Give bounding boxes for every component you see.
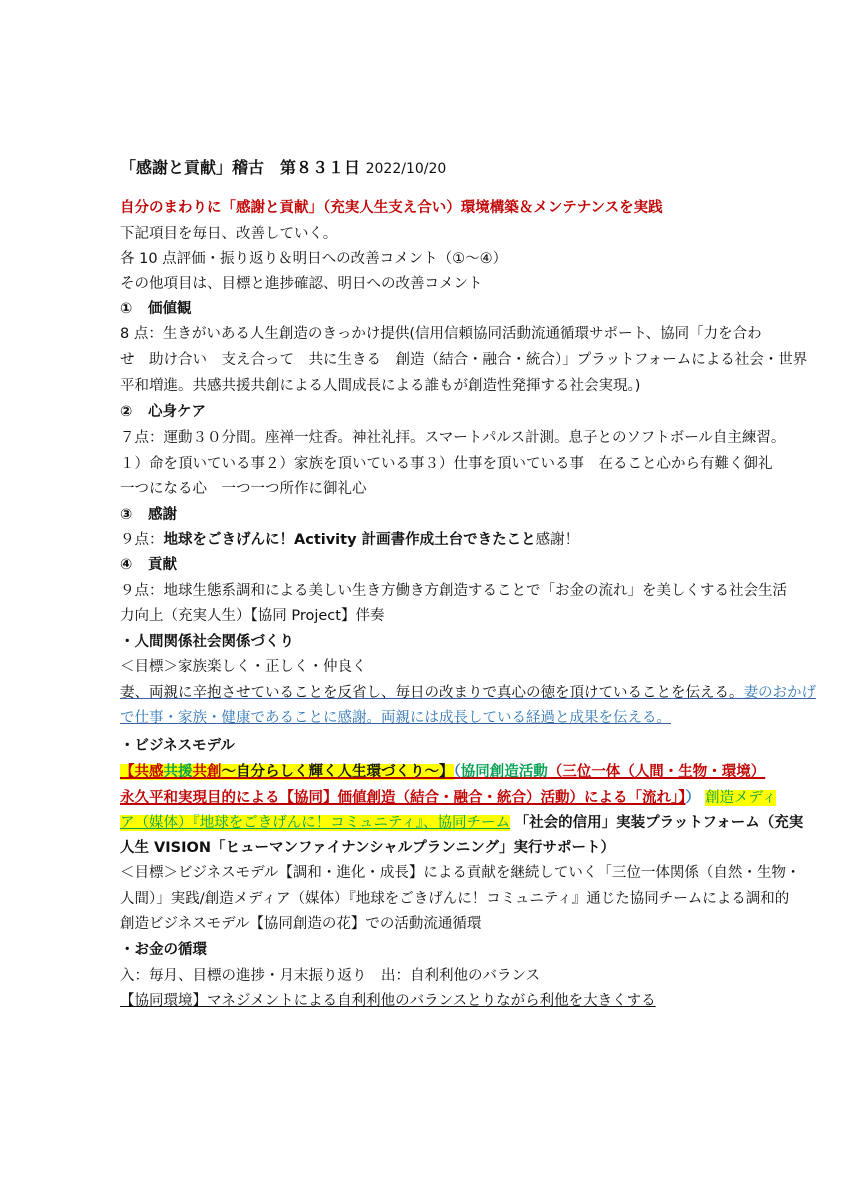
values-line: せ 助け合い 支え合って 共に生きる 創造（結合・融合・統合）」プラットフォームによる社会・世界 [120, 352, 808, 368]
relations-line [120, 683, 816, 703]
relations-heading: ・人間関係社会関係づくり [120, 634, 294, 650]
intro-line: 各 10 点評価・振り返り＆明日への改善コメント（①～④） [120, 251, 508, 267]
headline: 自分のまわりに「感謝と貢献」（充実人生支え合い）環境構築＆メンテナンスを実践 [120, 200, 663, 216]
title-main: 「感謝と貢献」稽古 第８３１日 [120, 158, 361, 177]
business-line: 創造ビジネスモデル【協同創造の花】での活動流通循環 [120, 916, 482, 932]
section-number: ④ [120, 557, 133, 573]
gratitude-bold: 地球をごきげんに！Activity 計画書作成土台できたこと [163, 532, 536, 548]
biz-text: ～自分らしく輝く人生環づくり～】 [221, 764, 454, 780]
contribution-line: ９点：地球生態系調和による美しい生き方働き方創造することで「お金の流れ」を美しくする社会生活 [120, 583, 787, 599]
gratitude-suffix: 感謝！ [535, 532, 580, 548]
mindbody-line: ７点：運動３０分間。座禅一炷香。神社礼拝。スマートパルス計測。息子とのソフトボール自主練習。 [120, 430, 786, 446]
section-heading-gratitude [120, 505, 177, 525]
business-line [120, 762, 765, 782]
mindbody-line: １）命を頂いている事２）家族を頂いている事３）仕事を頂いている事 在ること心から有難く御礼 [120, 456, 773, 472]
biz-text: （ [453, 764, 461, 780]
mindbody-line: 一つになる心 一つ一つ所作に御礼心 [120, 481, 367, 497]
section-title: 感謝 [148, 507, 177, 523]
biz-text: 永久平和実現目的による【協同】価値創造（結合・融合・統合）活動）による「流れ」】 [120, 790, 686, 806]
gratitude-score: ９点： [120, 532, 164, 548]
section-heading-values [120, 299, 192, 319]
business-line: 人生 VISION「ヒューマンファイナンシャルプランニング」実行サポート） [120, 840, 616, 856]
biz-text: ） [685, 790, 700, 806]
business-heading: ・ビジネスモデル [120, 738, 235, 754]
relations-text-blue: 妻のおかげ [743, 685, 816, 701]
relations-line: で仕事・家族・健康であることに感謝。両親には成長している経過と成果を伝える。 [120, 710, 671, 726]
section-number: ① [120, 301, 133, 317]
section-title: 貢献 [148, 557, 177, 573]
intro-line: その他項目は、目標と進捗確認、明日への改善コメント [120, 276, 483, 292]
section-title: 心身ケア [148, 404, 206, 420]
biz-text: 創造メディ [705, 790, 777, 806]
business-line [120, 813, 803, 833]
title-date: 2022/10/20 [365, 161, 447, 177]
section-number: ② [120, 404, 133, 420]
money-line: 入：毎月、目標の進捗・月末振り返り 出：自利利他のバランス [120, 968, 541, 984]
values-line: 8 点：生きがいある人生創造のきっかけ提供(信用信頼協同活動流通循環サポート、協同「力を合わ [120, 326, 762, 342]
relations-text: 妻、両親に辛抱させていることを反省し、毎日の改まりで真心の徳を頂けていることを伝える。 [120, 685, 744, 701]
biz-text: 「社会的信用」実装プラットフォーム（充実 [514, 815, 804, 831]
section-number: ③ [120, 507, 133, 523]
biz-text: 【共感 [120, 764, 164, 780]
biz-text: 協同創造活動 [460, 764, 548, 780]
biz-text: （三位一体（人間・生物・環境） [547, 764, 766, 780]
business-line: 人間）」実践/創造メディア（媒体）『地球をごきげんに！コミュニティ』通じた協同チームによる調和的 [120, 891, 790, 907]
biz-text: ア（媒体）『地球をごきげんに！コミュニティ』、協同チーム [120, 815, 511, 831]
money-heading: ・お金の循環 [120, 942, 207, 958]
money-line: 【協同環境】マネジメントによる自利利他のバランスとりながら利他を大きくする [120, 993, 656, 1009]
contribution-line: 力向上（充実人生）【協同 Project】伴奏 [120, 608, 385, 624]
business-line [120, 788, 776, 808]
section-title: 価値観 [148, 301, 192, 317]
section-heading-contribution [120, 555, 177, 575]
intro-line: 下記項目を毎日、改善していく。 [120, 226, 338, 242]
relations-goal: ＜目標＞家族楽しく・正しく・仲良く [120, 659, 367, 675]
values-line: 平和増進。共感共援共創による人間成長による誰もが創造性発揮する社会実現。) [120, 378, 641, 394]
section-heading-mindbody [120, 402, 206, 422]
biz-text: 共援 [163, 764, 193, 780]
business-line: ＜目標＞ビジネスモデル【調和・進化・成長】による貢献を継続していく「三位一体関係（自然・生物・ [120, 865, 801, 881]
gratitude-line [120, 530, 579, 550]
biz-text: 共創 [192, 764, 222, 780]
page-title [120, 158, 446, 179]
